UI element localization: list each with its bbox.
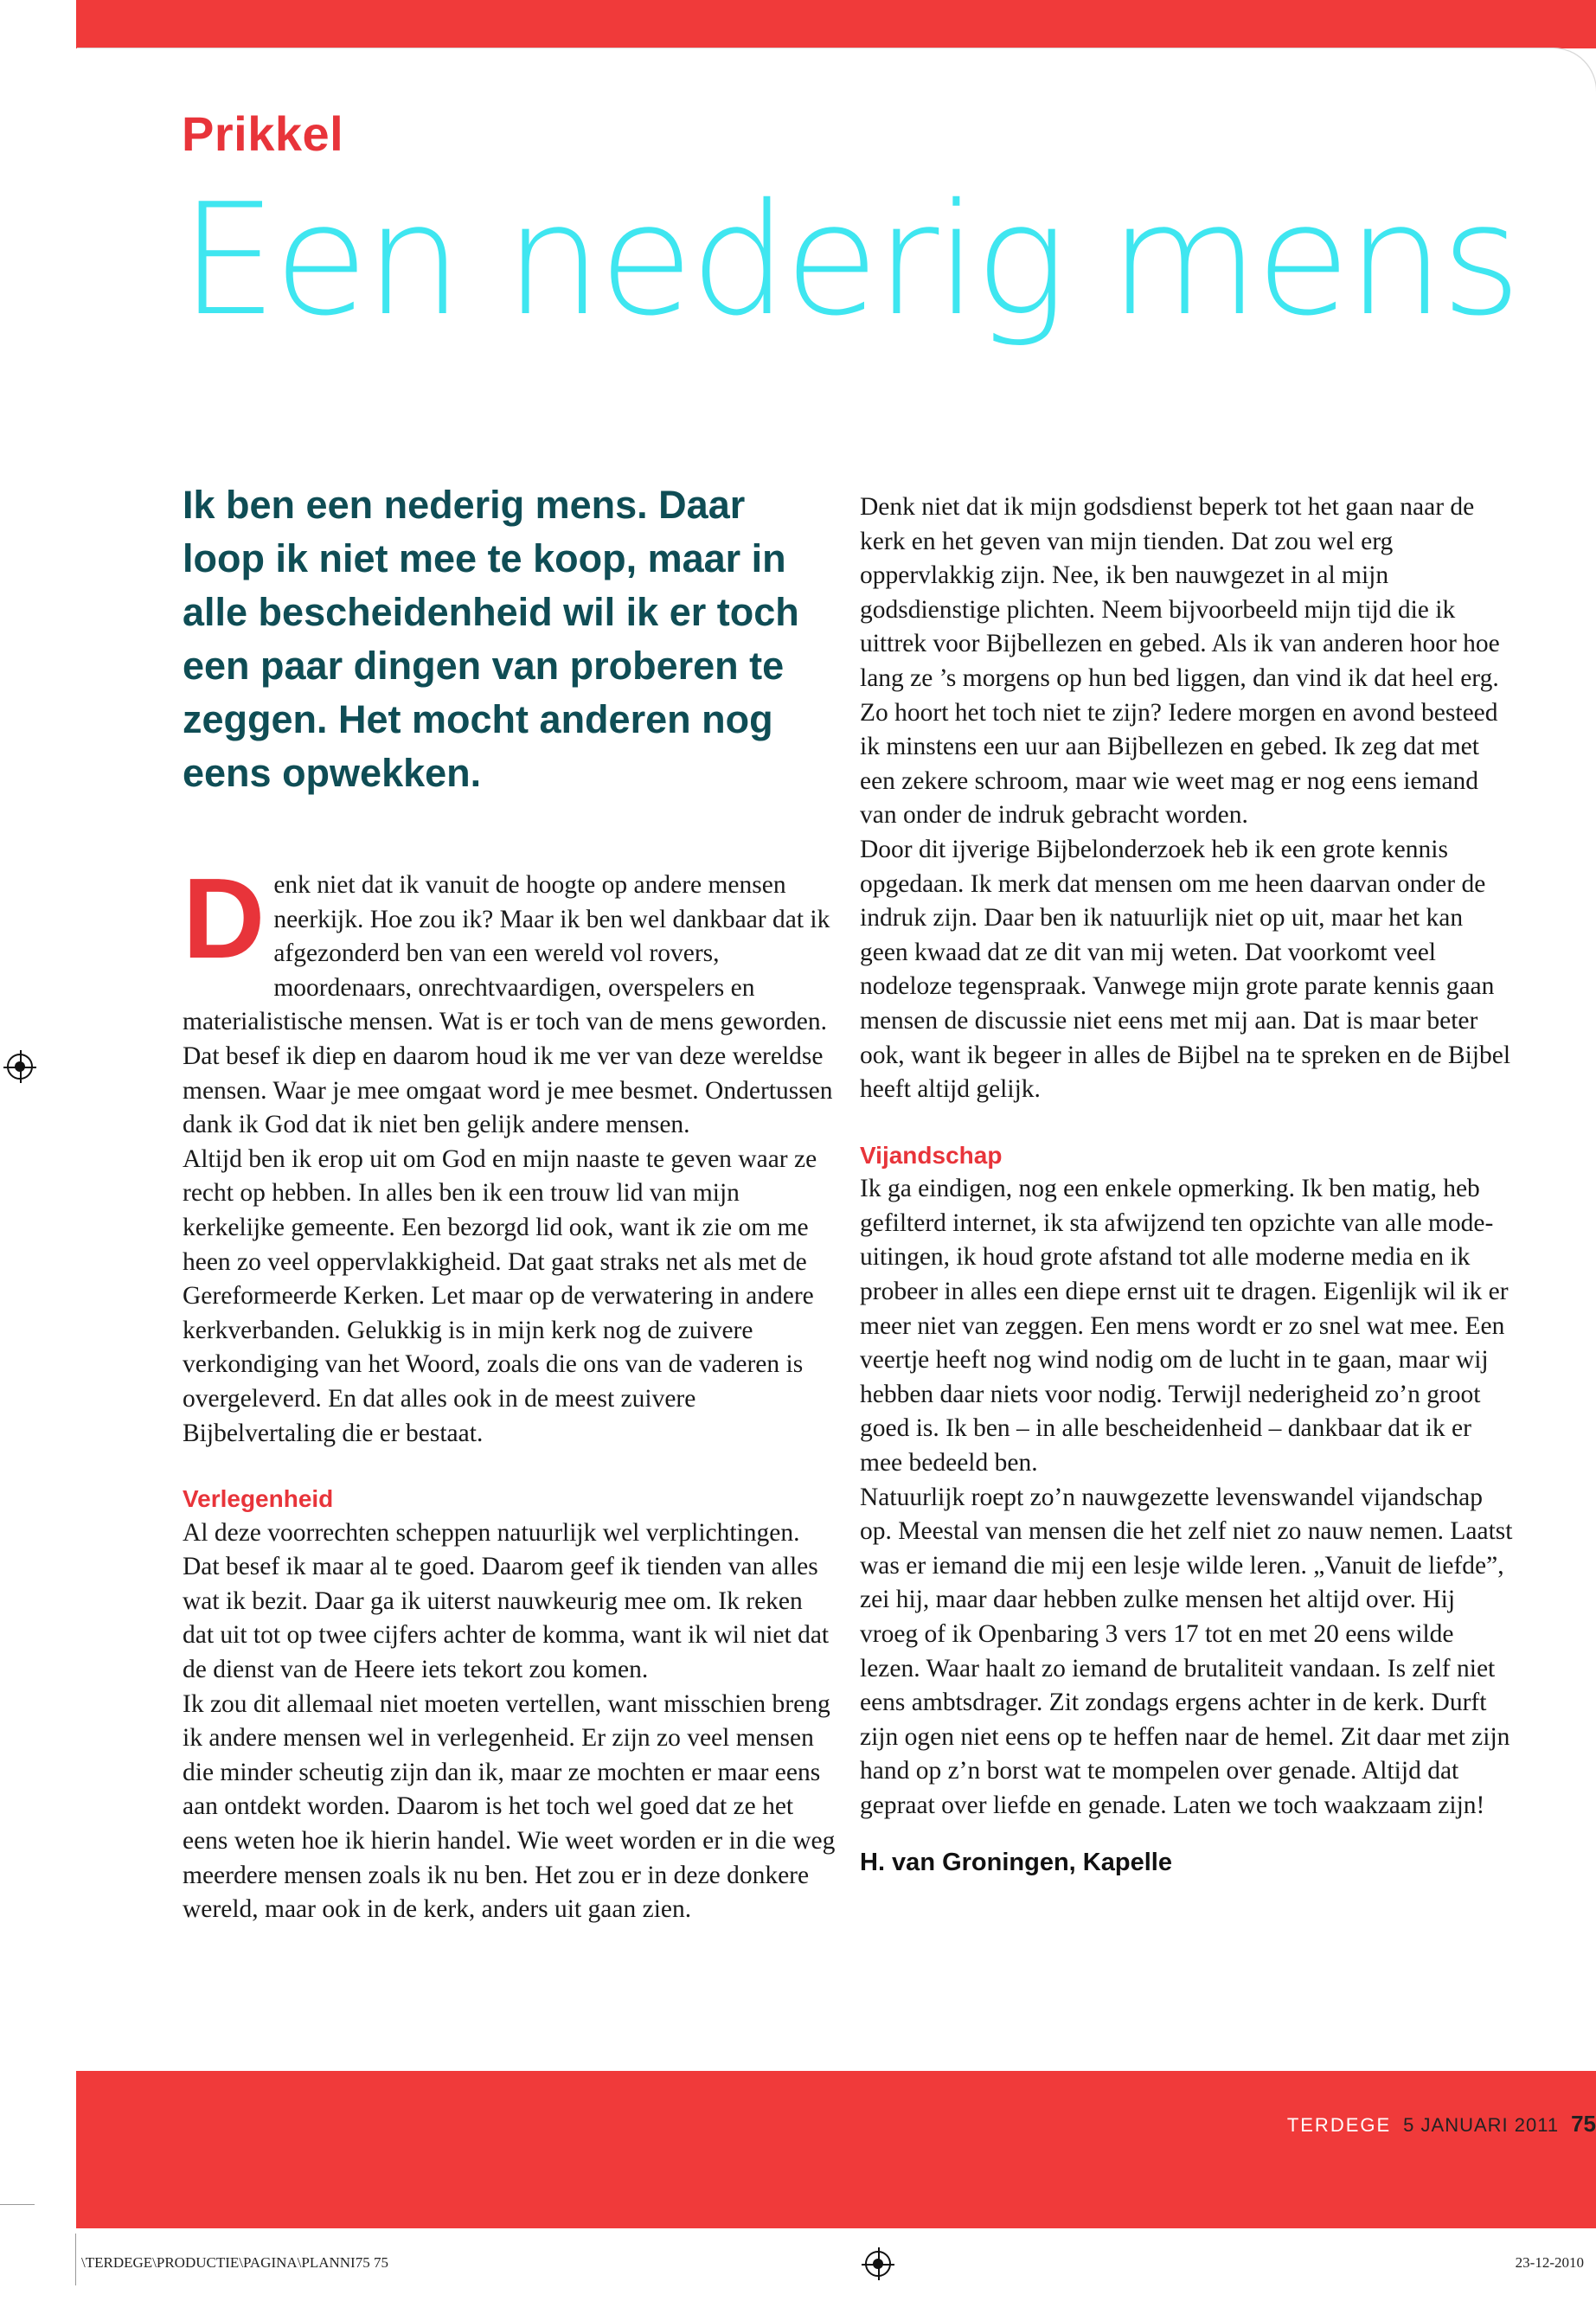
body-paragraph: Door dit ijverige Bijbelonderzoek heb ik een grote kennis opgedaan. Ik merk dat mensen om me heen daarvan onder de indruk zijn. Daar ben ik natuurlijk niet op uit, maar het kan geen kwaad dat ze dit van mij weten. Dat voorkomt veel nodeloze tegenspraak. Vanwege mijn grote parate kennis gaan mensen de discussie niet eens met mij aan. Dat is maar beter ook, want ik begeer in alles de Bijbel na te spreken en de Bijbel heeft altijd gelijk. xyxy=(860,835,1511,1104)
print-slug-path: \TERDEGE\PRODUCTIE\PAGINA\PLANNI75 75 xyxy=(81,2254,388,2271)
dropcap: D xyxy=(183,855,266,982)
print-slug-date: 23-12-2010 xyxy=(1515,2254,1584,2271)
body-paragraph: Denk niet dat ik mijn godsdienst beperk tot het gaan naar de kerk en het geven van mijn tienden. Dat zou wel erg oppervlakkig zijn. Nee, ik ben nauwgezet in al mijn godsdienstige plichten. Neem bijvoorbeeld mijn tijd die ik uittrek voor Bijbellezen en gebed. Als ik van anderen hoor hoe lang ze ’s morgens op hun bed liggen, dan vind ik dat heel erg. Zo hoort het toch niet te zijn? Iedere morgen en avond besteed ik minstens een uur aan Bijbellezen en gebed. Ik zeg dat met een zekere schroom, maar wie weet mag er nog eens iemand van onder de indruk gebracht worden. xyxy=(860,493,1500,830)
lead-paragraph: Ik ben een nederig mens. Daar loop ik niet mee te koop, maar in alle bescheidenheid wil ik er toch een paar dingen van proberen te zeggen. Het mocht anderen nog eens opwekken. xyxy=(183,483,799,795)
subheading-verlegenheid: Verlegenheid xyxy=(183,1485,334,1513)
bottom-color-band xyxy=(76,2071,1596,2228)
body-paragraph: Ik zou dit allemaal niet moeten vertellen, want misschien breng ik andere mensen wel in verlegenheid. Er zijn zo veel mensen die minder scheutig zijn dan ik, maar ze mochten er maar eens aan ontdekt worden. Daarom is het toch wel goed dat ze het eens weten hoe ik hierin handel. Wie weet worden er in die weg meerdere mensen zoals ik nu ben. Het zou er in deze donkere wereld, maar ook in de kerk, anders uit gaan zien. xyxy=(183,1689,836,1924)
section-spacer xyxy=(183,1451,836,1482)
article-headline: Een nederig mens xyxy=(180,170,1518,349)
top-color-band xyxy=(76,0,1596,48)
left-column xyxy=(183,855,836,1927)
intro-paragraph xyxy=(183,855,836,1143)
registration-mark-icon xyxy=(7,1054,33,1080)
crop-mark xyxy=(75,2234,76,2285)
body-paragraph: Natuurlijk roept zo’n nauwgezette levenswandel vijandschap op. Meestal van mensen die het zelf niet zo nauw nemen. Laatst was er iemand die mij een lesje wilde leren. „Vanuit de liefde”, zei hij, maar daar hebben zulke mensen het altijd over. Hij vroeg of ik Openbaring 3 vers 17 tot en met 20 eens wilde lezen. Waar haalt zo iemand de brutaliteit vandaan. Is zelf niet eens ambtsdrager. Zit zondags ergens achter in de kerk. Durft zijn ogen niet eens op te heffen naar de hemel. Zit daar met zijn hand op z’n borst wat te mompelen over genade. Altijd dat gepraat over liefde en genade. Laten we toch waakzaam zijn! xyxy=(860,1483,1513,1819)
subheading-vijandschap: Vijandschap xyxy=(860,1141,1003,1169)
registration-mark-icon xyxy=(865,2251,891,2277)
author-byline: H. van Groningen, Kapelle xyxy=(860,1848,1172,1876)
magazine-name: TERDEGE xyxy=(1286,2114,1392,2136)
section-label: Prikkel xyxy=(182,106,344,161)
intro-paragraph-text: enk niet dat ik vanuit de hoogte op andere mensen neerkijk. Hoe zou ik? Maar ik ben wel dankbaar dat ik afgezonderd ben van een wereld vol rovers, moordenaars, onrechtvaardigen, overspelers en materialistische mensen. Wat is er toch van de mens geworden. Dat besef ik diep en daarom houd ik me ver van deze wereldse mensen. Waar je mee omgaat word je mee besmet. Ondertussen dank ik God dat ik niet ben gelijk andere mensen. xyxy=(183,871,833,1139)
page-footer xyxy=(1287,2111,1596,2138)
body-paragraph: Ik ga eindigen, nog een enkele opmerking. Ik ben matig, heb gefilterd internet, ik sta afwijzend ten opzichte van alle mode-uitingen, ik houd grote afstand tot alle moderne media en ik probeer in alles een diepe ernst uit te dragen. Eigenlijk wil ik er meer niet van zeggen. Een mens wordt er zo snel wat mee. Een veertje heeft nog wind nodig om de lucht in te gaan, maar wij hebben daar niets voor nodig. Terwijl nederigheid zo’n groot goed is. Ik ben – in alle bescheidenheid – dankbaar dat ik er mee bedeeld ben. xyxy=(860,1175,1509,1477)
section-spacer xyxy=(860,1107,1517,1138)
crop-mark xyxy=(0,2204,35,2205)
right-column xyxy=(860,490,1517,1880)
issue-date: 5 JANUARI 2011 xyxy=(1403,2114,1560,2136)
body-paragraph: Al deze voorrechten scheppen natuurlijk wel verplichtingen. Dat besef ik maar al te goed. Daarom geef ik tienden van alles wat ik bezit. Daar ga ik uiterst nauwkeurig mee om. Ik reken dat uit tot op twee cijfers achter de komma, want ik wil niet dat de dienst van de Heere iets tekort zou komen. xyxy=(183,1518,830,1684)
page-number: 75 xyxy=(1571,2111,1596,2137)
body-paragraph: Altijd ben ik erop uit om God en mijn naaste te geven waar ze recht op hebben. In alles ben ik een trouw lid van mijn kerkelijke gemeente. Een bezorgd lid ook, want ik zie om me heen zo veel oppervlakkigheid. Dat gaat straks net als met de Gereformeerde Kerken. Let maar op de verwatering in andere kerkverbanden. Gelukkig is in mijn kerk nog de zuivere verkondiging van het Woord, zoals die ons van de vaderen is overgeleverd. En dat alles ook in de meest zuivere Bijbelvertaling die er bestaat. xyxy=(183,1144,817,1447)
